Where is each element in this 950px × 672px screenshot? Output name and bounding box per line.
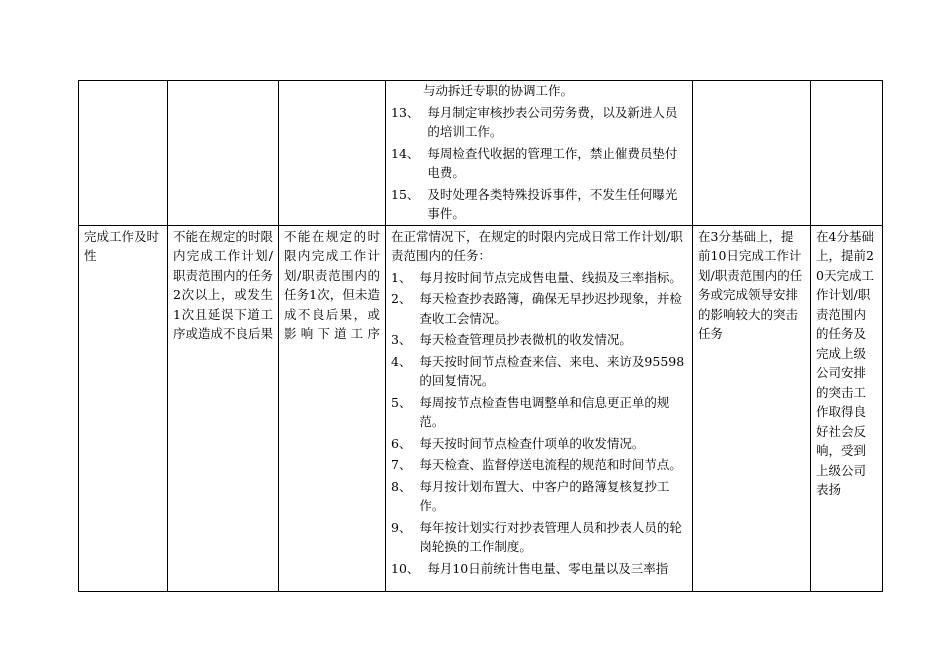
item-number: 4、 <box>391 353 412 369</box>
list-item <box>391 144 687 183</box>
item-text: 每周检查代收据的管理工作，禁止催费员垫付电费。 <box>427 145 678 180</box>
list-item <box>391 477 687 516</box>
standard-intro: 在正常情况下，在规定的时限内完成日常工作计划/职责范围内的任务： <box>391 228 683 263</box>
table-row <box>79 225 883 591</box>
list-item <box>391 185 687 224</box>
item-number: 7、 <box>391 457 412 472</box>
task-continuation: 与动拆迁专职的协调工作。 <box>423 83 574 98</box>
item-text: 每天检查、监督停送电流程的规范和时间节点。 <box>419 457 682 472</box>
cell-empty <box>693 81 811 226</box>
indicator-cell: 完成工作及时性 <box>79 225 168 591</box>
list-item <box>391 289 687 328</box>
cell-standard-continued <box>386 81 693 226</box>
list-item <box>391 434 687 454</box>
level-good-cell: 在3分基础上，提前10日完成工作计划/职责范围内的任务或完成领导安排的影响较大的突击任务 <box>693 225 811 591</box>
list-item <box>391 330 687 350</box>
item-number: 14、 <box>391 145 420 161</box>
cell-empty <box>811 81 883 226</box>
item-text: 每月按计划布置大、中客户的路簿复核复抄工作。 <box>419 478 670 513</box>
list-item <box>391 393 687 432</box>
item-text: 每月制定审核抄表公司劳务费，以及新进人员的培训工作。 <box>427 104 678 139</box>
item-number: 3、 <box>391 332 412 347</box>
item-text: 每月按时间节点完成售电量、线损及三率指标。 <box>419 269 682 285</box>
cell-empty <box>79 81 168 226</box>
list-item <box>391 455 687 475</box>
item-number: 9、 <box>391 519 412 535</box>
item-number: 1、 <box>391 269 412 285</box>
list-item <box>391 103 687 142</box>
item-number: 13、 <box>391 104 420 120</box>
item-number: 10、 <box>391 560 420 576</box>
list-item <box>391 268 687 288</box>
item-text: 每天按时间节点检查什项单的收发情况。 <box>419 435 645 451</box>
list-item <box>391 352 687 391</box>
item-text: 及时处理各类特殊投诉事件，不发生任何曝光事件。 <box>427 186 678 221</box>
item-text: 每年按计划实行对抄表管理人员和抄表人员的轮岗轮换的工作制度。 <box>419 519 682 554</box>
list-item <box>391 559 687 579</box>
level-below-cell: 不能在规定的时限内完成工作计划/职责范围内的任务1次，但未造成不良后果，或影响下道工序 <box>279 225 386 591</box>
item-number: 6、 <box>391 435 412 451</box>
item-number: 2、 <box>391 291 412 306</box>
level-poor-cell: 不能在规定的时限内完成工作计划/职责范围内的任务2次以上，或发生1次且延误下道工序或造成不良后果 <box>168 225 279 591</box>
item-text: 每周按节点检查售电调整单和信息更正单的规范。 <box>419 394 670 429</box>
cell-empty <box>168 81 279 226</box>
item-number: 8、 <box>391 478 412 494</box>
standard-cell <box>386 225 693 591</box>
item-text: 每天按时间节点检查来信、来电、来访及95598的回复情况。 <box>419 353 685 388</box>
item-text: 每天检查抄表路簿，确保无早抄迟抄现象，并检查收工会情况。 <box>419 291 682 326</box>
standard-list <box>391 268 687 579</box>
cell-empty <box>279 81 386 226</box>
item-number: 5、 <box>391 394 412 410</box>
item-text: 每天检查管理员抄表微机的收发情况。 <box>419 332 632 347</box>
item-text: 每月10日前统计售电量、零电量以及三率指 <box>427 560 669 576</box>
level-excellent-cell: 在4分基础上，提前20天完成工作计划/职责范围内的任务及完成上级公司安排的突击工作取得良好社会反响，受到上级公司表扬 <box>811 225 883 591</box>
item-number: 15、 <box>391 186 420 202</box>
table-row <box>79 81 883 226</box>
performance-table <box>78 80 883 592</box>
list-item <box>391 518 687 557</box>
